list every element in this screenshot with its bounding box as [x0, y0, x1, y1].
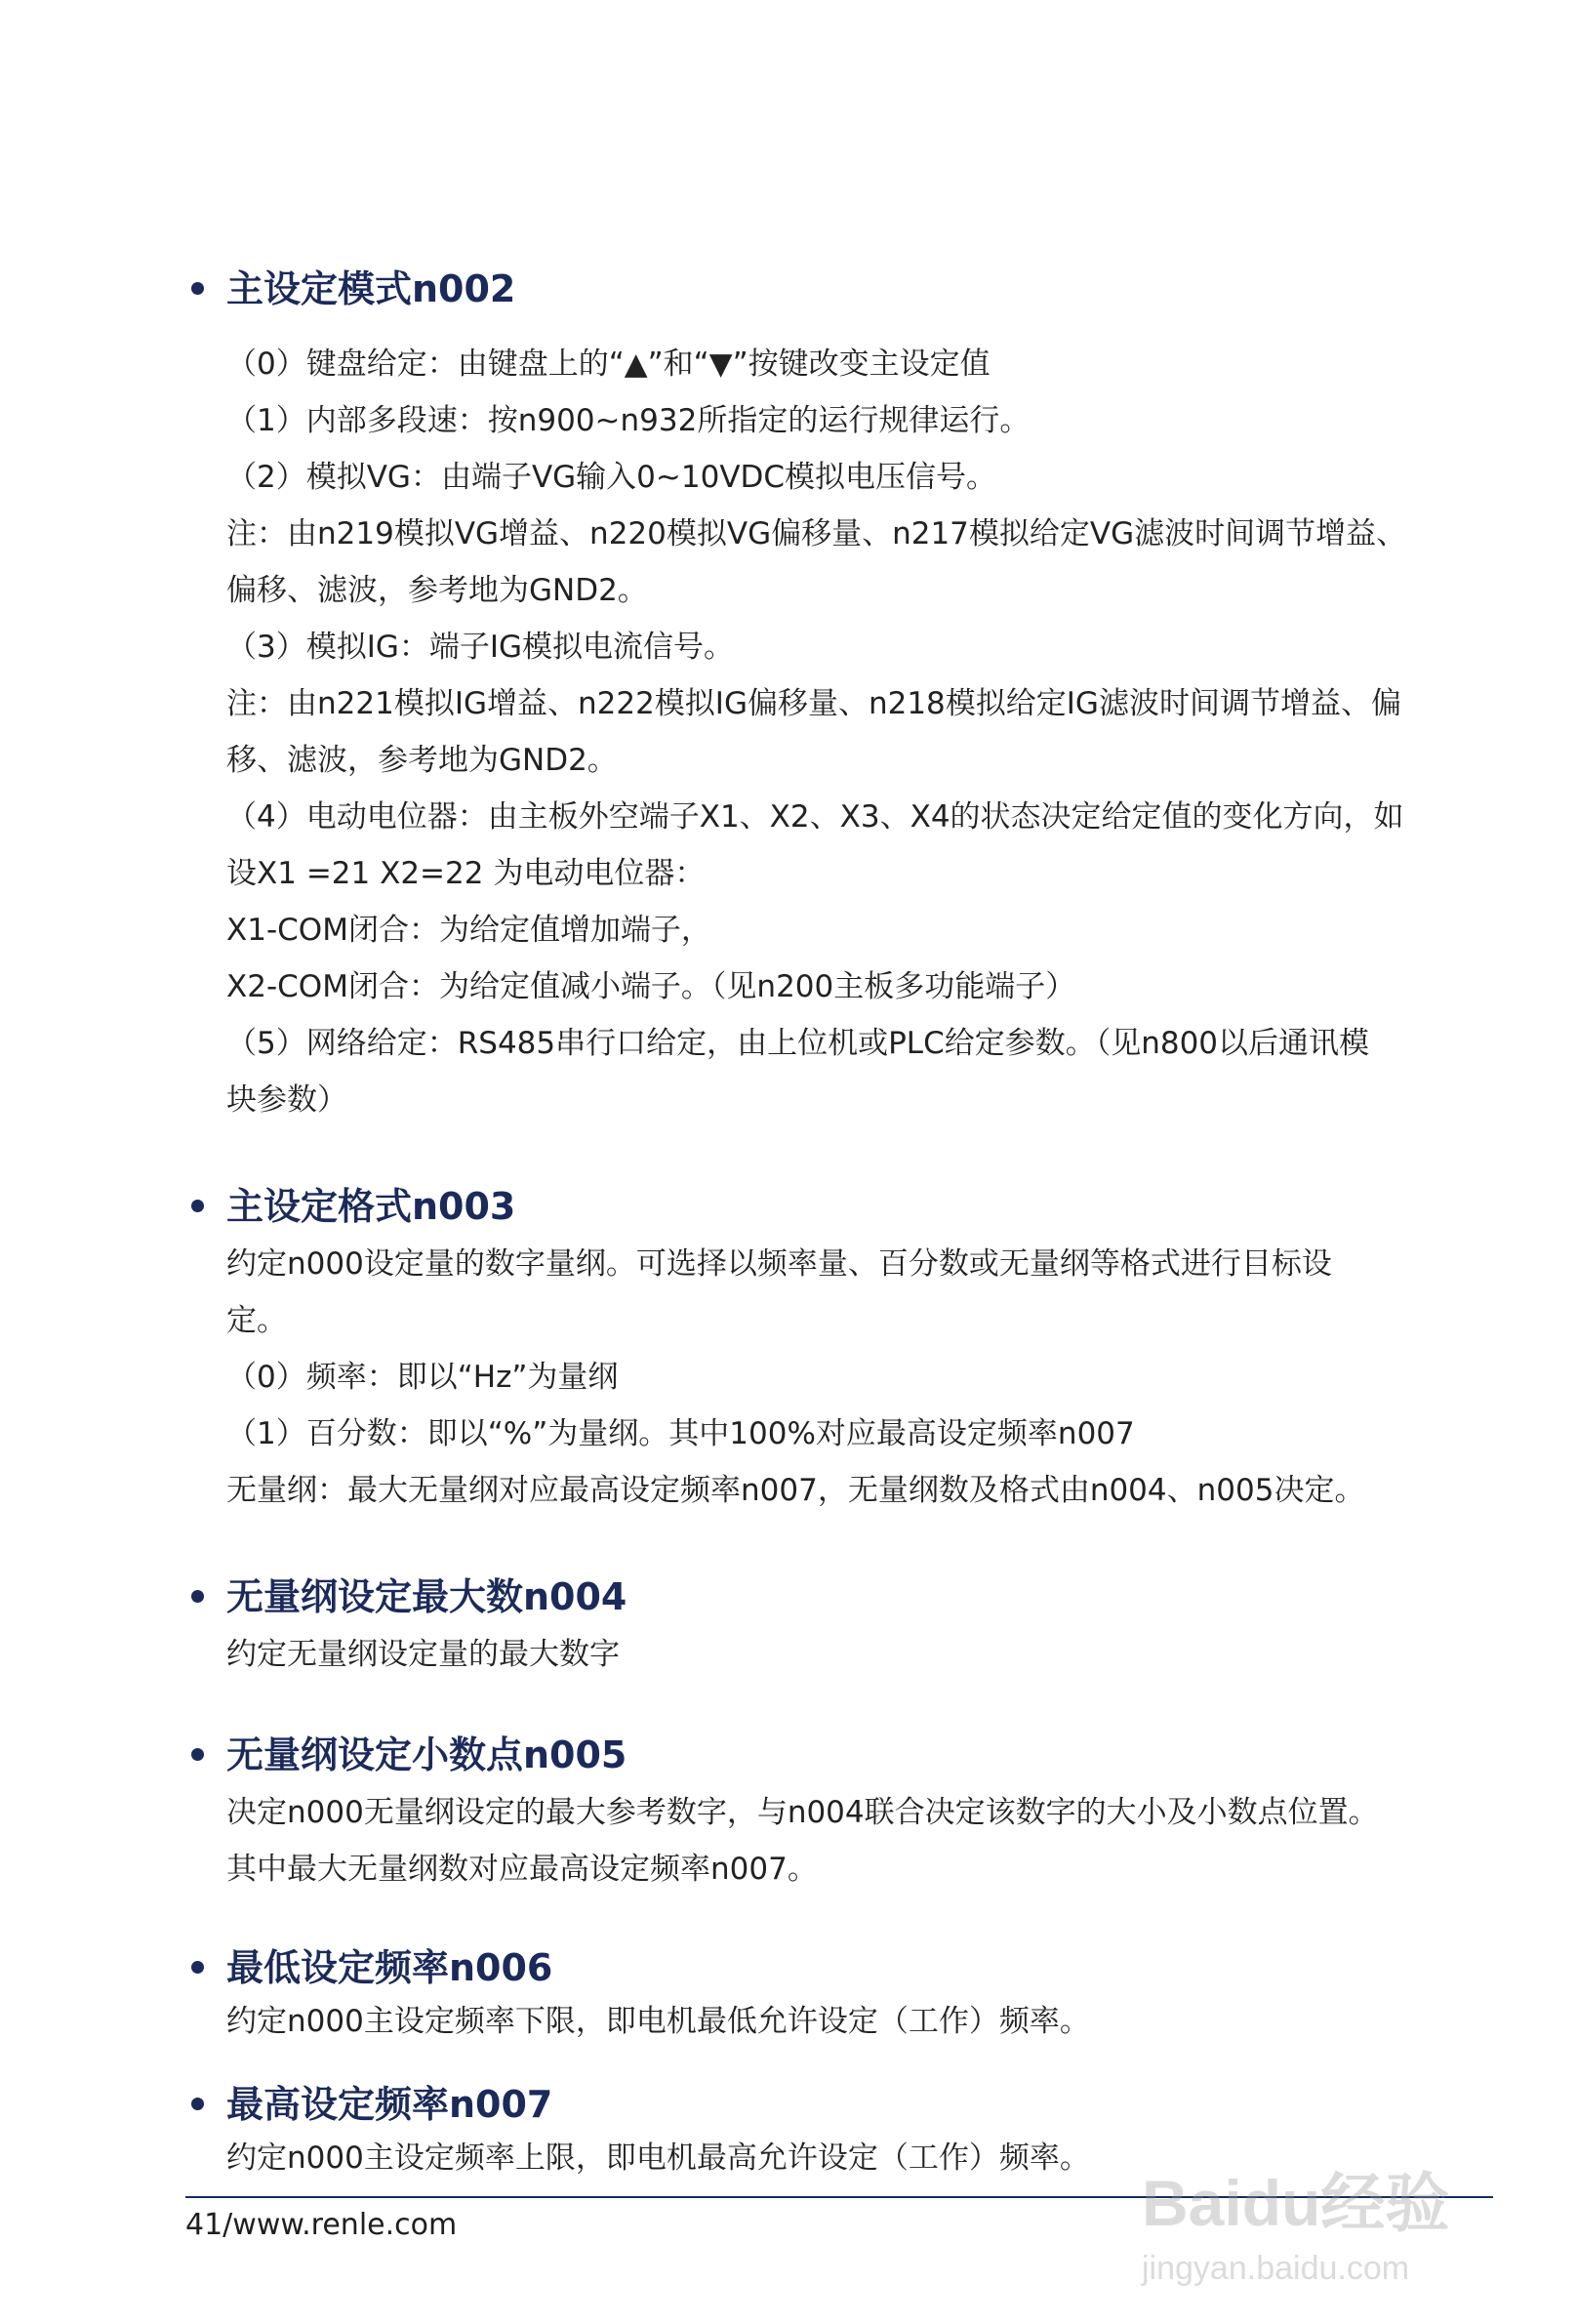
watermark-site: jingyan.baidu.com [1142, 2250, 1410, 2287]
para-line: 约定n000设定量的数字量纲。可选择以频率量、百分数或无量纲等格式进行目标设 [226, 1246, 1332, 1282]
baidu-watermark-logo [1132, 2138, 1503, 2304]
section-title: 无量纲设定最大数n004 [226, 1575, 627, 1618]
para-line: 注：由n219模拟VG增益、n220模拟VG偏移量、n217模拟给定VG滤波时间调节增益、 [226, 516, 1407, 551]
section-n005 [185, 1730, 1493, 1897]
para-line: （2）模拟VG：由端子VG输入0~10VDC模拟电压信号。 [226, 460, 997, 495]
para-line: 块参数） [226, 1082, 347, 1118]
para-line: 约定n000主设定频率下限，即电机最低允许设定（工作）频率。 [226, 2004, 1090, 2039]
section-heading [185, 1571, 1493, 1622]
para-line: 设X1 =21 X2=22 为电动电位器： [226, 856, 706, 891]
para-line: 约定无量纲设定量的最大数字 [226, 1637, 620, 1672]
para-line: （0）频率：即以“Hz”为量纲 [226, 1360, 619, 1395]
para-line: （1）百分数：即以“%”为量纲。其中100%对应最高设定频率n007 [226, 1416, 1135, 1451]
section-n003 [185, 1181, 1493, 1519]
para-line: 决定n000无量纲设定的最大参考数字，与n004联合决定该数字的大小及小数点位置。 [226, 1795, 1379, 1830]
section-heading [185, 1942, 1493, 1993]
para-line: X2-COM闭合：为给定值减小端子。（见n200主板多功能端子） [226, 969, 1076, 1004]
section-title: 最高设定频率n007 [226, 2083, 553, 2126]
para-line: （1）内部多段速：按n900~n932所指定的运行规律运行。 [226, 403, 1031, 438]
para-line: X1-COM闭合：为给定值增加端子， [226, 913, 711, 948]
section-heading [185, 264, 1493, 314]
para-line: （0）键盘给定：由键盘上的“▲”和“▼”按键改变主设定值 [226, 347, 991, 382]
bullet-icon [191, 1200, 204, 1212]
section-title: 无量纲设定小数点n005 [226, 1733, 627, 1776]
para-line: 移、滤波，参考地为GND2。 [226, 743, 618, 778]
bullet-icon [191, 1590, 204, 1603]
para-line: （5）网络给定：RS485串行口给定，由上位机或PLC给定参数。（见n800以后通讯模 [226, 1026, 1370, 1061]
para-line: （3）模拟IG：端子IG模拟电流信号。 [226, 630, 735, 665]
section-heading [185, 1181, 1493, 1232]
section-n004 [185, 1571, 1493, 1683]
para-line: 其中最大无量纲数对应最高设定频率n007。 [226, 1852, 818, 1887]
section-title: 最低设定频率n006 [226, 1946, 553, 1989]
bullet-icon [191, 1748, 204, 1761]
section-n002 [185, 264, 1493, 1128]
section-heading [185, 2079, 1493, 2130]
para-line: （4）电动电位器：由主板外空端子X1、X2、X3、X4的状态决定给定值的变化方向，如 [226, 799, 1404, 835]
footer-page-url: 41/www.renle.com [185, 2208, 458, 2242]
section-heading [185, 1730, 1493, 1780]
section-title: 主设定格式n003 [226, 1185, 516, 1228]
section-n006 [185, 1942, 1493, 2050]
section-title: 主设定模式n002 [226, 267, 516, 310]
para-line: 偏移、滤波，参考地为GND2。 [226, 573, 648, 608]
para-line: 无量纲：最大无量纲对应最高设定频率n007，无量纲数及格式由n004、n005决定。 [226, 1473, 1365, 1508]
para-line: 定。 [226, 1303, 287, 1338]
bullet-icon [191, 1961, 204, 1974]
watermark-brand: Baidu经验 [1142, 2167, 1450, 2239]
bullet-icon [191, 282, 204, 295]
bullet-icon [191, 2098, 204, 2110]
para-line: 约定n000主设定频率上限，即电机最高允许设定（工作）频率。 [226, 2141, 1090, 2176]
para-line: 注：由n221模拟IG增益、n222模拟IG偏移量、n218模拟给定IG滤波时间调节增益、偏 [226, 686, 1401, 721]
